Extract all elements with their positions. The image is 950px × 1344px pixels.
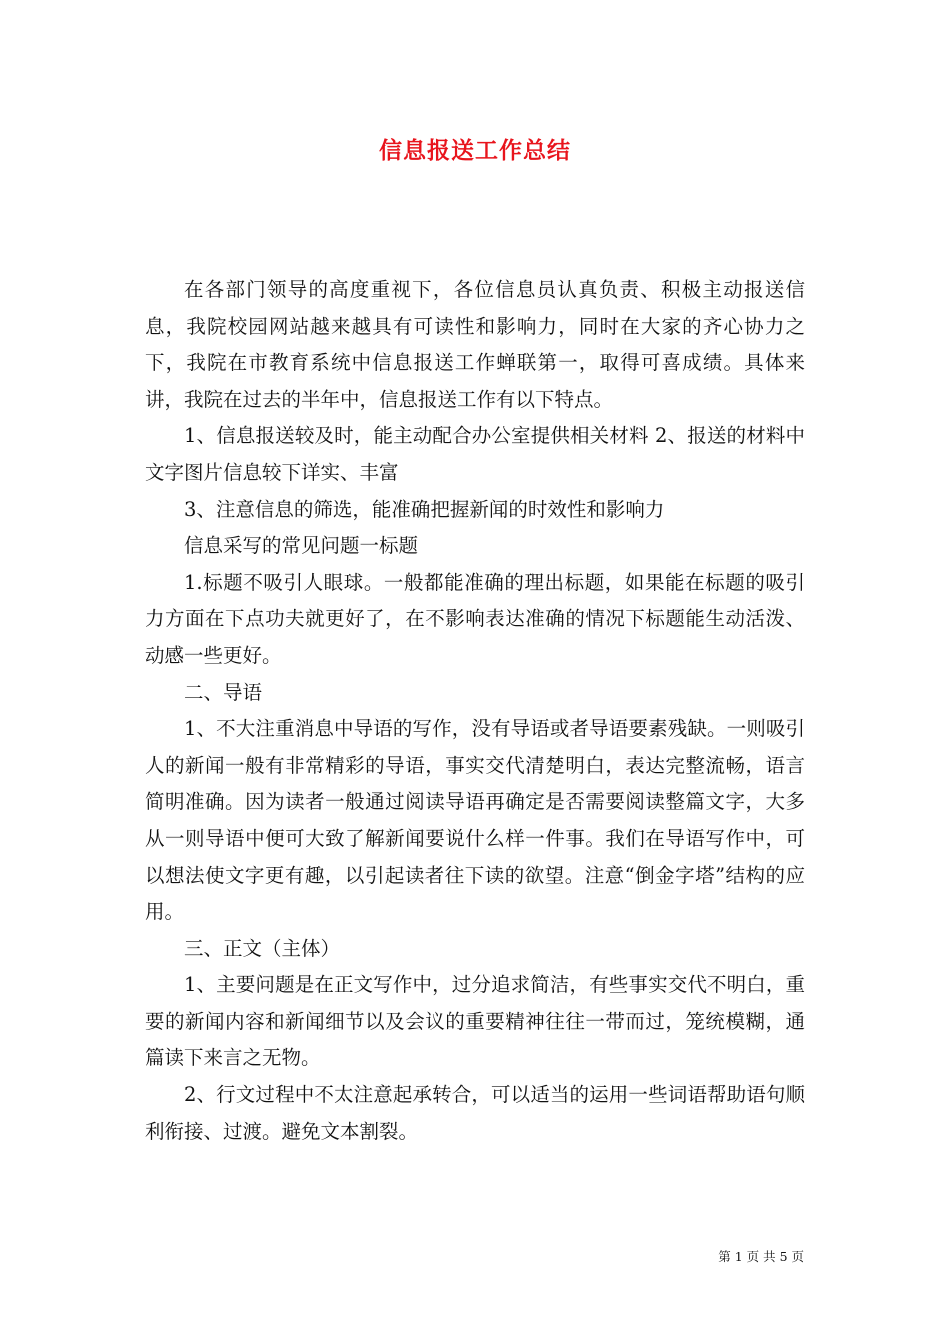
page-indicator: 第 1 页 共 5 页: [718, 1249, 804, 1264]
paragraph-lead-issue: 1、不大注重消息中导语的写作，没有导语或者导语要素残缺。一则吸引人的新闻一般有非常精彩的导语，事实交代清楚明白，表达完整流畅，语言简明准确。因为读者一般通过阅读导语再确定是否需要阅读整篇文字，大多从一则导语中便可大致了解新闻要说什么样一件事。我们在导语写作中，可以想法使文字更有趣，以引起读者往下读的欲望。注意“倒金字塔”结构的应用。: [145, 717, 805, 924]
section-heading-title-issues: 信息采写的常见问题一标题: [184, 534, 419, 558]
paragraph-title-issue: 1.标题不吸引人眼球。一般都能准确的理出标题，如果能在标题的吸引力方面在下点功夫就更好了，在不影响表达准确的情况下标题能生动活泼、动感一些更好。: [145, 570, 805, 667]
document-title: 信息报送工作总结: [379, 137, 571, 164]
section-heading-lead: 二、导语: [184, 680, 263, 704]
document-body: [145, 272, 805, 1150]
paragraph-body-issue-2: 2、行文过程中不太注意起承转合，可以适当的运用一些词语帮助语句顺利衔接、过渡。避免文本割裂。: [145, 1083, 805, 1143]
paragraph-point-1-2: 1、信息报送较及时，能主动配合办公室提供相关材料 2、报送的材料中文字图片信息较下详实、丰富: [145, 424, 805, 484]
paragraph-point-3: 3、注意信息的筛选，能准确把握新闻的时效性和影响力: [184, 497, 665, 521]
section-heading-body: 三、正文（主体）: [184, 936, 341, 960]
paragraph-intro: 在各部门领导的高度重视下，各位信息员认真负责、积极主动报送信息，我院校园网站越来越具有可读性和影响力，同时在大家的齐心协力之下，我院在市教育系统中信息报送工作蝉联第一，取得可喜成绩。具体来讲，我院在过去的半年中，信息报送工作有以下特点。: [145, 278, 805, 411]
paragraph-body-issue-1: 1、主要问题是在正文写作中，过分追求简洁，有些事实交代不明白，重要的新闻内容和新闻细节以及会议的重要精神往往一带而过，笼统模糊，通篇读下来言之无物。: [145, 973, 805, 1070]
